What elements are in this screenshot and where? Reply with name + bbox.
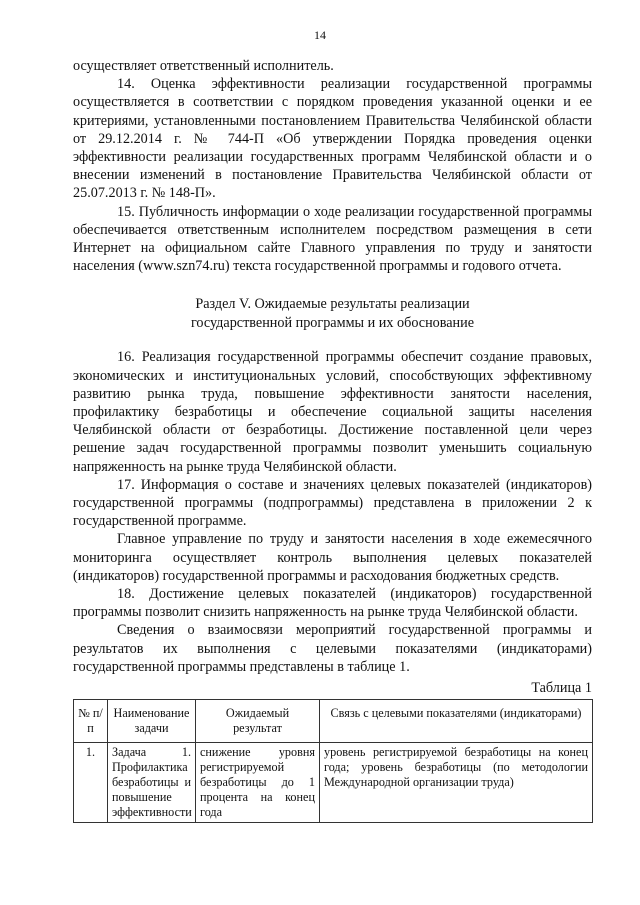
- paragraph-18: 18. Достижение целевых показателей (индикаторов) государственной программы позволит снизить напряженность на рынке труда Челябинской области.: [73, 586, 592, 621]
- table-caption: Таблица 1: [531, 680, 592, 697]
- section-heading-line-1: Раздел V. Ожидаемые результаты реализации: [195, 296, 470, 313]
- document-body: [73, 57, 592, 823]
- results-table: [73, 699, 593, 823]
- paragraph-14: 14. Оценка эффективности реализации государственной программы осуществляется в соответствии с порядком проведения указанной оценки и ее критериями, установленными постановлением Правительства Челябинской области от 29.12.2014 г. № 744-П «Об утверждении Порядка проведения оценки эффективности реализации государственных программ Челябинской области и о внесении изменений в постановление Правительства Челябинской области от 25.07.2013 г. № 148-П».: [73, 76, 592, 202]
- section-heading: [73, 295, 592, 333]
- cell-expected-result: снижение уровня регистрируемой безработицы до 1 процента на конец года: [196, 743, 320, 823]
- header-number: № п/п: [74, 700, 108, 743]
- header-task-name: Наименование задачи: [108, 700, 196, 743]
- paragraph-table-intro: Сведения о взаимосвязи мероприятий государственной программы и результатов их выполнения с целевыми показателями (индикаторами) государственной программы представлены в таблице 1.: [73, 622, 592, 675]
- paragraph-monitoring: Главное управление по труду и занятости населения в ходе ежемесячного мониторинга осуществляет контроль выполнения целевых показателей (индикаторов) государственной программы и расходования бюджетных средств.: [73, 531, 592, 584]
- header-expected-result: Ожидаемый результат: [196, 700, 320, 743]
- page-number: 14: [314, 28, 326, 42]
- header-indicator-link: Связь с целевыми показателями (индикаторами): [320, 700, 593, 743]
- paragraph-16: 16. Реализация государственной программы обеспечит создание правовых, экономических и институциональных условий, способствующих эффективному развитию рынка труда, повышение эффективности занятости населения, профилактику безработицы и обеспечение социальной защиты населения Челябинской области от безработицы. Достижение поставленной цели через решение задач государственной программы позволит уменьшить социальную напряженность на рынке труда Челябинской области.: [73, 349, 592, 475]
- table-header-row: [74, 700, 593, 743]
- cell-task-name: Задача 1. Профилактика безработицы и повышение эффективности: [108, 743, 196, 823]
- cell-indicator-link: уровень регистрируемой безработицы на конец года; уровень безработицы (по методологии Международной организации труда): [320, 743, 593, 823]
- cell-number: 1.: [74, 743, 108, 823]
- section-heading-line-2: государственной программы и их обоснование: [190, 315, 475, 332]
- paragraph-17: 17. Информация о составе и значениях целевых показателей (индикаторов) государственной программы (подпрограммы) представлена в приложении 2 к государственной программе.: [73, 476, 592, 530]
- table-row: [74, 743, 593, 823]
- page-bottom-edge: [0, 893, 640, 905]
- paragraph-continuation: осуществляет ответственный исполнитель.: [73, 58, 334, 74]
- paragraph-15: 15. Публичность информации о ходе реализации государственной программы обеспечивается ответственным исполнителем посредством размещения в сети Интернет на официальном сайте Главного управления по труду и занятости населения (www.szn74.ru) текста государственной программы и годового отчета.: [73, 203, 592, 275]
